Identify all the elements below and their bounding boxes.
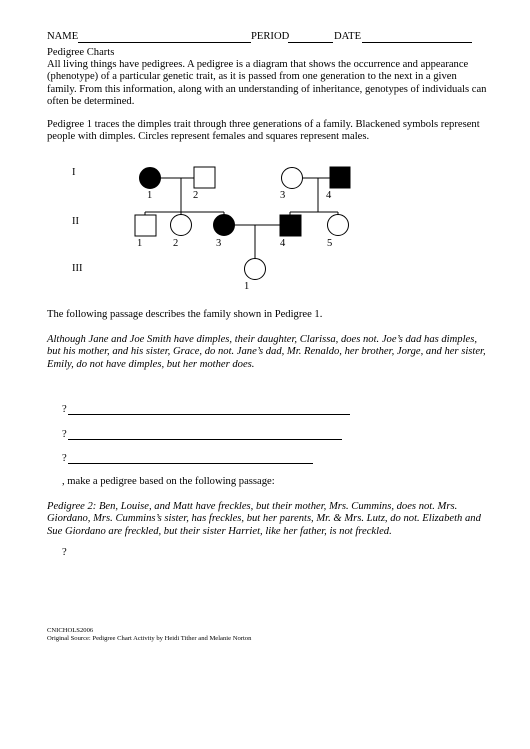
question-3-answer-line[interactable] [68, 463, 313, 464]
gen3-label-1: 1 [244, 281, 250, 292]
gen1-label-2: 2 [193, 190, 199, 201]
gen3-individual-1-female [245, 259, 266, 280]
pedigree1-description: Pedigree 1 traces the dimples trait through three generations of a family. Blackened symbols represent people with dimples. Circles represent females and squares represent males. [47, 119, 480, 143]
gen2-label-2: 2 [173, 238, 179, 249]
name-label: NAME [47, 31, 79, 42]
task-lead: , make a pedigree based on the following passage: [62, 476, 275, 487]
gen2-label-5: 5 [327, 238, 333, 249]
question-2-answer-line[interactable] [68, 439, 342, 440]
pedigree-1-diagram [0, 0, 530, 300]
gen2-individual-1-male [135, 215, 156, 236]
pedigree2-passage: Pedigree 2: Ben, Louise, and Matt have freckles, but their mother, Mrs. Cummins, does not. Mrs. Giordano, Mrs. Cummins’s sister, has freckles, but her parents, Mr. & Mrs. Lutz, do not. Elizabeth and Sue Giordano are freckled, but their sister Harriet, like her father, is not freckled. [47, 501, 481, 537]
gen2-individual-2-female [171, 215, 192, 236]
footer-source: Original Source: Pedigree Chart Activity by Heidi Tither and Melanie Norton [47, 635, 252, 642]
gen2-individual-3-female-affected [214, 215, 235, 236]
question-3-marker: ? [62, 453, 67, 464]
gen1-label-3: 3 [280, 190, 286, 201]
gen1-individual-3-female [282, 168, 303, 189]
gen2-label-3: 3 [216, 238, 222, 249]
question-1-answer-line[interactable] [68, 414, 350, 415]
gen2-label-4: 4 [280, 238, 286, 249]
generation-label-3: III [72, 263, 83, 274]
date-label: DATE [334, 31, 362, 42]
gen1-individual-4-male-affected [330, 167, 350, 188]
gen2-individual-4-male-affected [280, 215, 301, 236]
gen1-label-1: 1 [147, 190, 153, 201]
question-2-marker: ? [62, 429, 67, 440]
gen2-label-1: 1 [137, 238, 143, 249]
footer-code: CNICHOLS2006 [47, 627, 94, 634]
intro-title: Pedigree Charts [47, 47, 115, 58]
generation-label-1: I [72, 167, 76, 178]
passage-text: Although Jane and Joe Smith have dimples, their daughter, Clarissa, does not. Joe’s dad has dimples, but his mother, and his sister, Grace, do not. Jane’s dad, Mr. Renaldo, her brother, Jorge, and her sister, Emily, do not have dimples, but her mother does. [47, 334, 486, 370]
question-1-marker: ? [62, 404, 67, 415]
gen1-label-4: 4 [326, 190, 332, 201]
gen1-individual-2-male [194, 167, 215, 188]
gen2-individual-5-female [328, 215, 349, 236]
task-question-marker: ? [62, 547, 67, 558]
generation-label-2: II [72, 216, 79, 227]
gen1-individual-1-female-affected [140, 168, 161, 189]
passage-lead: The following passage describes the family shown in Pedigree 1. [47, 309, 323, 320]
period-label: PERIOD [251, 31, 290, 42]
intro-paragraph: All living things have pedigrees. A pedigree is a diagram that shows the occurrence and appearance (phenotype) of a particular genetic trait, as it is passed from one generation to the next in a given family. From this information, along with an understanding of inheritance, genotypes of individuals can often be determined. [47, 59, 487, 107]
